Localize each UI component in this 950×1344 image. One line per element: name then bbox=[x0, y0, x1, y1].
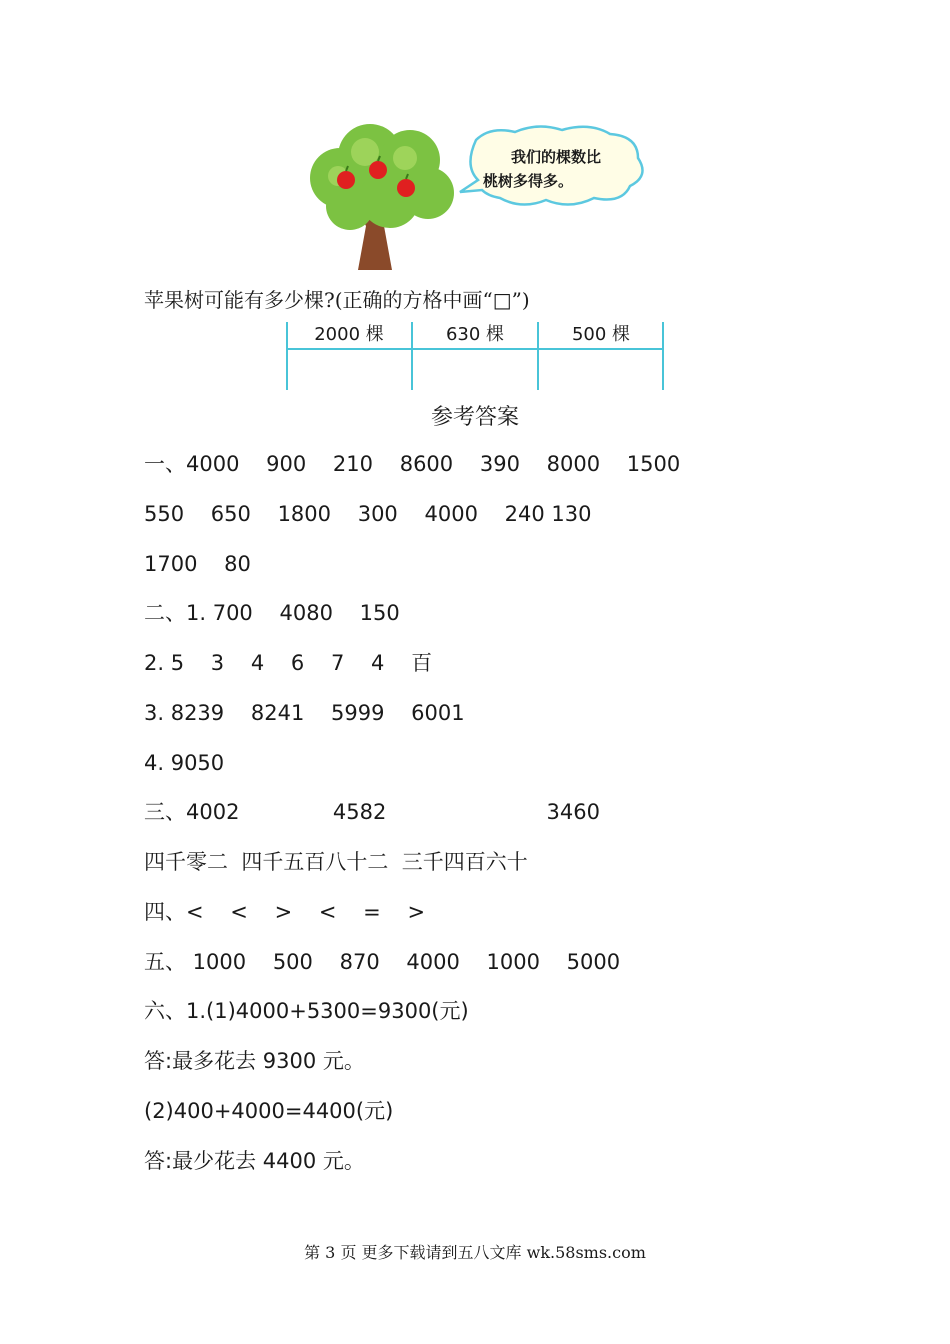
choice-box-2000[interactable] bbox=[288, 350, 412, 390]
answer-line: 答:最多花去 9300 元。 bbox=[144, 1049, 365, 1073]
answer-line: 六、1.(1)4000+5300=9300(元) bbox=[144, 999, 469, 1023]
apple-tree-illustration bbox=[300, 118, 650, 273]
question-text: 苹果树可能有多少棵?(正确的方格中画“□”) bbox=[144, 288, 530, 312]
answer-line: 1700 80 bbox=[144, 552, 251, 576]
bubble-line-2: 桃树多得多。 bbox=[482, 172, 574, 190]
choice-label-630: 630 棵 bbox=[445, 324, 505, 345]
answer-line: 五、 1000 500 870 4000 1000 5000 bbox=[144, 950, 621, 974]
answer-line: 三、4002 4582 3460 bbox=[144, 800, 600, 824]
answer-line: 四、< < > < = > bbox=[144, 900, 426, 924]
answer-line: 一、4000 900 210 8600 390 8000 1500 bbox=[144, 452, 681, 476]
choice-label-500: 500 棵 bbox=[571, 324, 631, 345]
answer-line: 4. 9050 bbox=[144, 751, 225, 775]
choice-table bbox=[286, 322, 664, 390]
answer-title: 参考答案 bbox=[430, 405, 519, 430]
answer-line: 答:最少花去 4400 元。 bbox=[144, 1149, 365, 1173]
page-footer: 第 3 页 更多下载请到五八文库 wk.58sms.com bbox=[304, 1243, 646, 1262]
answer-line: (2)400+4000=4400(元) bbox=[144, 1099, 394, 1123]
answer-line: 四千零二 四千五百八十二 三千四百六十 bbox=[144, 850, 528, 874]
answer-line: 3. 8239 8241 5999 6001 bbox=[144, 701, 465, 725]
choice-box-630[interactable] bbox=[413, 350, 537, 390]
answer-line: 2. 5 3 4 6 7 4 百 bbox=[144, 651, 433, 675]
bubble-line-1: 我们的棵数比 bbox=[510, 148, 602, 166]
choice-box-500[interactable] bbox=[539, 350, 663, 390]
speech-bubble bbox=[460, 126, 643, 204]
answer-line: 二、1. 700 4080 150 bbox=[144, 601, 400, 625]
choice-label-2000: 2000 棵 bbox=[314, 324, 384, 345]
answer-line: 550 650 1800 300 4000 240 130 bbox=[144, 502, 592, 526]
